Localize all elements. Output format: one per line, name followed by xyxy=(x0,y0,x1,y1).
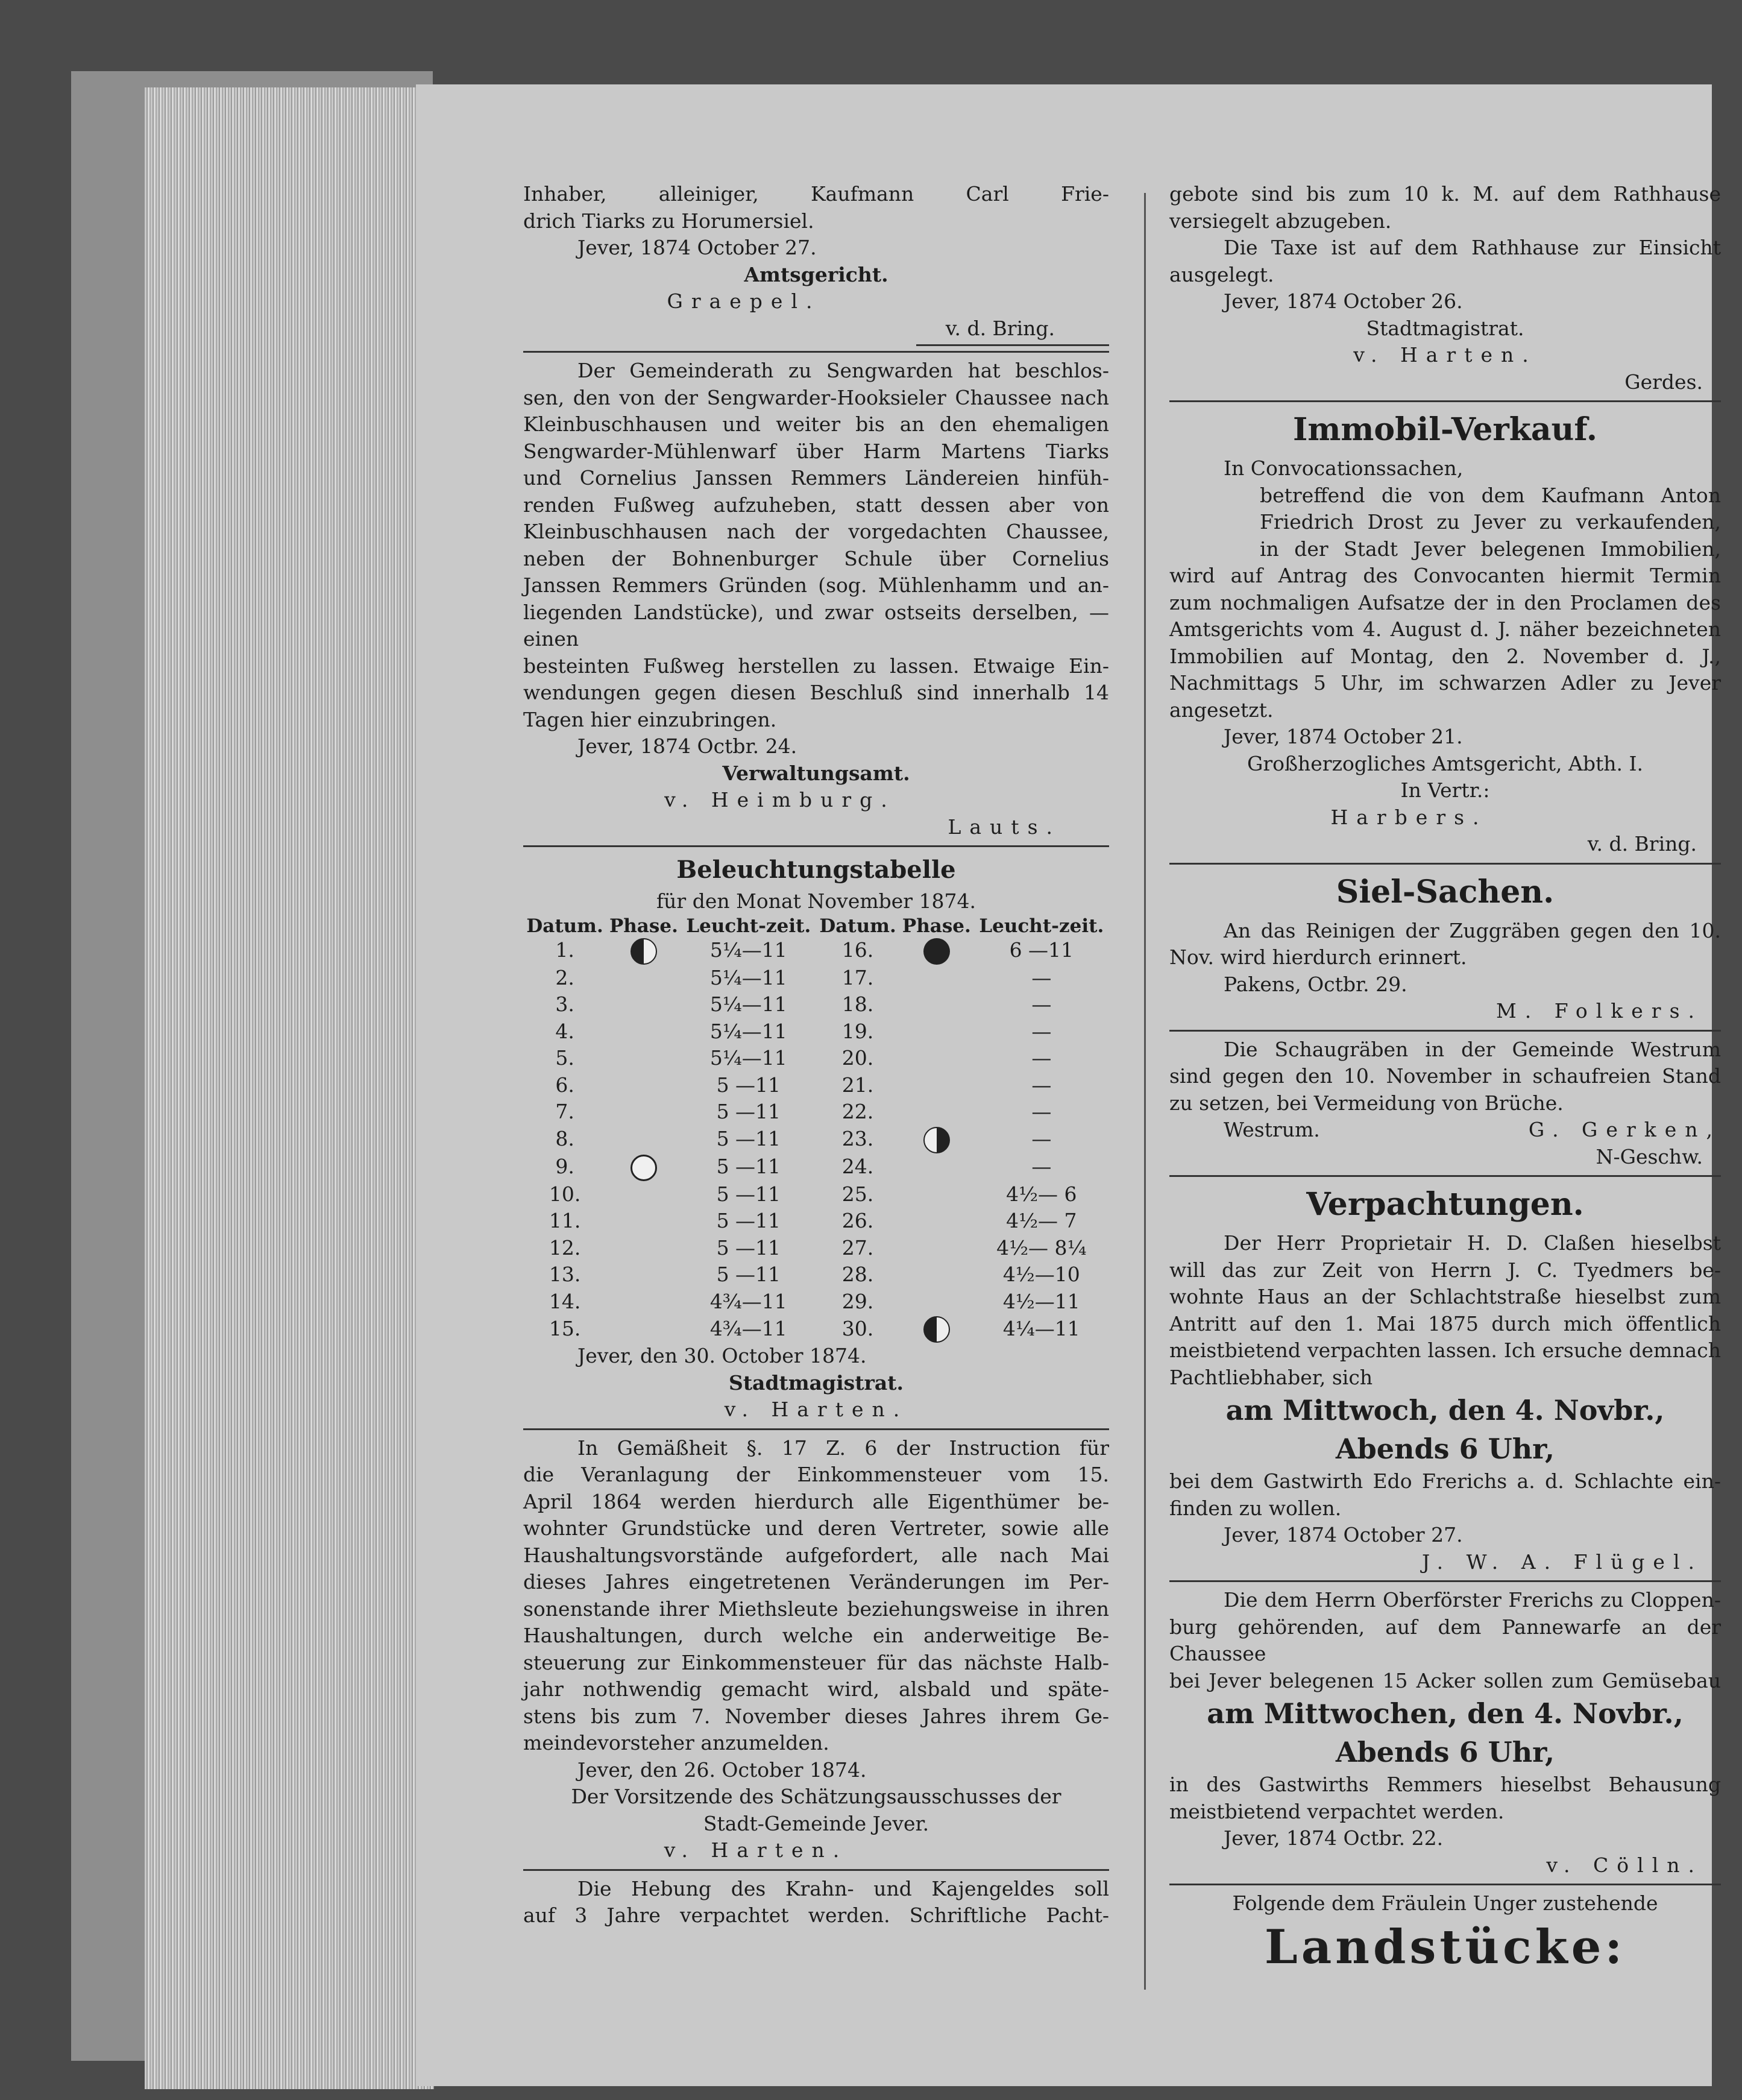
text-line: Stadt-Gemeinde Jever. xyxy=(703,1811,929,1835)
phase-cell xyxy=(606,1018,681,1045)
date-cell: 19. xyxy=(841,1019,874,1043)
text-line: Die Schaugräben in der Gemeinde Westrum xyxy=(1224,1037,1721,1061)
phase-cell xyxy=(606,1045,681,1072)
time-cell: — xyxy=(1031,965,1052,989)
header-datum: Datum. xyxy=(819,915,896,937)
time-cell: — xyxy=(1031,1046,1052,1070)
date-cell: 16. xyxy=(841,938,874,962)
notice-gemuesebau xyxy=(1169,1587,1721,1879)
phase-cell xyxy=(899,1315,974,1343)
time-cell: 4¾—11 xyxy=(709,1316,787,1340)
date-cell: 6. xyxy=(555,1073,574,1097)
notice-krahngeld xyxy=(523,1876,1109,1929)
table-row xyxy=(523,1126,1109,1153)
text-line: April 1864 werden hierdurch alle Eigenthümer be- xyxy=(523,1489,1109,1513)
text-line: und Cornelius Janssen Remmers Ländereien hinfüh- xyxy=(523,466,1109,490)
phase-cell xyxy=(606,1208,681,1235)
time-cell: — xyxy=(1031,1100,1052,1123)
date-cell: 12. xyxy=(549,1235,581,1260)
text-line: zum nochmaligen Aufsatze der in den Proclamen des xyxy=(1169,590,1721,614)
column-divider xyxy=(1144,193,1146,1990)
text-line: wohnte Haus an der Schlachtstraße hieselbst zum xyxy=(1169,1285,1721,1308)
table-row xyxy=(523,937,1109,965)
text-line: gebote sind bis zum 10 k. M. auf dem Rathhause xyxy=(1169,182,1721,206)
phase-cell xyxy=(606,991,681,1018)
date-cell: 10. xyxy=(549,1182,581,1206)
date-cell: 14. xyxy=(549,1289,581,1313)
time-headline: Abends 6 Uhr, xyxy=(1335,1736,1555,1768)
moon-last-icon xyxy=(923,1316,950,1343)
text-line: Jever, 1874 Octbr. 22. xyxy=(1224,1826,1444,1850)
header-phase: Phase. xyxy=(609,915,678,937)
phase-cell xyxy=(899,1072,974,1099)
text-line: Der Gemeinderath zu Sengwarden hat beschlos- xyxy=(577,359,1109,382)
phase-cell xyxy=(899,937,974,965)
phase-cell xyxy=(899,1181,974,1208)
divider xyxy=(1169,863,1721,865)
date-cell: 11. xyxy=(549,1209,581,1232)
divider xyxy=(1169,1884,1721,1885)
text-line: Sengwarder-Mühlenwarf über Harm Martens Tiarks xyxy=(523,439,1109,463)
text-line: Nachmittags 5 Uhr, im schwarzen Adler zu Jever xyxy=(1169,671,1721,695)
page-edges xyxy=(145,87,434,2089)
text-line: finden zu wollen. xyxy=(1169,1496,1342,1520)
text-line: Haushaltungen, durch welche ein anderweitige Be- xyxy=(523,1624,1109,1647)
time-cell: 5 —11 xyxy=(716,1155,781,1179)
text-line: will das zur Zeit von Herrn J. C. Tyedmers be- xyxy=(1169,1258,1721,1282)
text-line: betreffend die von dem Kaufmann Anton xyxy=(1260,483,1721,507)
signature: G. Gerken, xyxy=(1528,1118,1721,1141)
time-cell: 5 —11 xyxy=(716,1235,781,1260)
table-row xyxy=(523,1045,1109,1072)
time-cell: 4½—10 xyxy=(1002,1263,1080,1286)
text-line: wird auf Antrag des Convocanten hiermit Termin xyxy=(1169,564,1721,587)
phase-cell xyxy=(899,991,974,1018)
date-headline: am Mittwochen, den 4. Novbr., xyxy=(1207,1697,1684,1730)
text-line: wendungen gegen diesen Beschluß sind innerhalb 14 xyxy=(523,681,1109,704)
date-cell: 24. xyxy=(841,1155,874,1179)
time-cell: 4½—11 xyxy=(1002,1289,1080,1313)
signature: v. Harten. xyxy=(1353,343,1537,367)
text-line: sen, den von der Sengwarder-Hooksieler Chaussee nach xyxy=(523,385,1109,409)
date-cell: 25. xyxy=(841,1182,874,1206)
text-line: Stadtmagistrat. xyxy=(728,1370,904,1395)
date-cell: 5. xyxy=(555,1046,574,1070)
date-cell: 30. xyxy=(841,1316,874,1340)
date-cell: 13. xyxy=(549,1263,581,1286)
date-cell: 2. xyxy=(555,965,574,989)
divider xyxy=(523,1869,1109,1871)
table-row xyxy=(523,1261,1109,1288)
signature: Gerdes. xyxy=(1624,370,1703,394)
text-line: Haushaltungsvorstände aufgefordert, alle nach Mai xyxy=(523,1543,1109,1567)
text-line: Pakens, Octbr. 29. xyxy=(1224,972,1407,996)
phase-cell xyxy=(899,1153,974,1181)
header-phase: Phase. xyxy=(902,915,971,937)
date-cell: 15. xyxy=(549,1316,581,1340)
time-cell: 4¾—11 xyxy=(709,1289,787,1313)
table-subtitle: für den Monat November 1874. xyxy=(656,889,976,913)
text-line: zu setzen, bei Vermeidung von Brüche. xyxy=(1169,1091,1564,1115)
date-cell: 18. xyxy=(841,992,874,1016)
table-row xyxy=(523,1018,1109,1045)
date-cell: 21. xyxy=(841,1073,874,1097)
header-datum: Datum. xyxy=(526,915,603,937)
text-line: Amtsgerichts vom 4. August d. J. näher bezeichneten xyxy=(1169,617,1721,641)
table-row xyxy=(523,991,1109,1018)
text-line: versiegelt abzugeben. xyxy=(1169,209,1392,233)
notice-siel-sachen xyxy=(1169,869,1721,1171)
section-title: Immobil-Verkauf. xyxy=(1293,411,1597,448)
phase-cell xyxy=(606,937,681,965)
table-row xyxy=(523,1288,1109,1316)
text-line: In Vertr.: xyxy=(1400,778,1490,802)
text-line: bei dem Gastwirth Edo Frerichs a. d. Schlachte ein- xyxy=(1169,1469,1721,1493)
phase-cell xyxy=(899,1045,974,1072)
divider xyxy=(523,845,1109,847)
notice-landstuecke xyxy=(1169,1890,1721,1978)
text-line: Antritt auf den 1. Mai 1875 durch mich öffentlich xyxy=(1169,1311,1721,1335)
signature: v. d. Bring. xyxy=(1587,832,1697,856)
lighting-table xyxy=(523,915,1109,1343)
time-cell: 5¼—11 xyxy=(709,992,787,1016)
phase-cell xyxy=(899,1018,974,1045)
phase-cell xyxy=(899,1208,974,1235)
phase-cell xyxy=(606,1315,681,1343)
table-row xyxy=(523,965,1109,992)
text-line: dieses Jahres eingetretenen Veränderungen im Per- xyxy=(523,1570,1109,1594)
table-header-row xyxy=(523,915,1109,937)
text-line: drich Tiarks zu Horumersiel. xyxy=(523,209,814,233)
text-line: die Veranlagung der Einkommensteuer vom 15. xyxy=(523,1463,1109,1486)
date-cell: 29. xyxy=(841,1289,874,1313)
notice-handelsregister xyxy=(523,181,1109,346)
time-cell: 5 —11 xyxy=(716,1127,781,1151)
text-line: Pachtliebhaber, sich xyxy=(1169,1365,1373,1389)
text-line: steuerung zur Einkommensteuer für das nächste Halb- xyxy=(523,1650,1109,1674)
text-line: in des Gastwirths Remmers hieselbst Behausung xyxy=(1169,1773,1721,1796)
text-line: Amtsgericht. xyxy=(744,262,888,286)
moon-first-icon xyxy=(923,1127,950,1153)
text-line: burg gehörenden, auf dem Pannewarfe an der Chaussee xyxy=(1169,1615,1721,1665)
divider xyxy=(1169,1175,1721,1177)
text-line: Immobilien auf Montag, den 2. November d. J., xyxy=(1169,644,1721,668)
text-line: sonenstande ihrer Miethsleute beziehungsweise in ihren xyxy=(523,1597,1109,1621)
text-line: liegenden Landstücke), und zwar ostseits derselben, — einen xyxy=(523,600,1109,651)
time-cell: 5¼—11 xyxy=(709,938,787,962)
phase-cell xyxy=(606,1072,681,1099)
right-column xyxy=(1169,181,1721,1978)
text-line: Jever, 1874 October 27. xyxy=(1224,1523,1463,1547)
table-body xyxy=(523,937,1109,1343)
time-cell: — xyxy=(1031,992,1052,1016)
text-line: In Gemäßheit §. 17 Z. 6 der Instruction für xyxy=(577,1436,1109,1460)
notice-immobil-verkauf xyxy=(1169,407,1721,858)
text-line: Folgende dem Fräulein Unger zustehende xyxy=(1232,1891,1658,1915)
section-title: Siel-Sachen. xyxy=(1336,873,1555,910)
signature: v. Harten. xyxy=(724,1398,908,1421)
time-cell: 4¼—11 xyxy=(1002,1316,1080,1340)
date-cell: 7. xyxy=(555,1100,574,1123)
time-cell: — xyxy=(1031,1127,1052,1151)
date-cell: 28. xyxy=(841,1263,874,1286)
date-cell: 27. xyxy=(841,1235,874,1260)
signature: Lauts. xyxy=(948,815,1061,839)
time-cell: 5¼—11 xyxy=(709,965,787,989)
text-line: Kleinbuschhausen und weiter bis an den ehemaligen xyxy=(523,412,1109,436)
header-leuchtzeit: Leucht-zeit. xyxy=(686,915,811,937)
text-line: Janssen Remmers Gründen (sog. Mühlenhamm und an- xyxy=(523,573,1109,597)
text-line: meindevorsteher anzumelden. xyxy=(523,1731,829,1755)
phase-cell xyxy=(606,1288,681,1316)
text-line: Jever, 1874 October 26. xyxy=(1224,289,1463,313)
phase-cell xyxy=(899,965,974,992)
moon-last-icon xyxy=(630,938,657,965)
text-line: sind gegen den 10. November in schaufreien Stand xyxy=(1169,1064,1721,1088)
date-cell: 8. xyxy=(555,1127,574,1151)
text-line: angesetzt. xyxy=(1169,698,1274,722)
table-row xyxy=(523,1072,1109,1099)
signature: Harbers. xyxy=(1330,805,1488,829)
text-line: Nov. wird hierdurch erinnert. xyxy=(1169,945,1467,969)
text-line: Kleinbuschhausen nach der vorgedachten Chaussee, xyxy=(523,520,1109,543)
time-cell: 5 —11 xyxy=(716,1182,781,1206)
text-line: renden Fußweg aufzuheben, statt dessen aber von xyxy=(523,493,1109,517)
text-line: Die Hebung des Krahn- und Kajengeldes soll xyxy=(577,1876,1109,1900)
signature: v. Heimburg. xyxy=(664,788,896,812)
time-cell: 4½— 7 xyxy=(1006,1209,1077,1232)
date-cell: 9. xyxy=(555,1155,574,1179)
text-line: Stadtmagistrat. xyxy=(1366,316,1524,340)
date-cell: 23. xyxy=(841,1127,874,1151)
text-line: Jever, 1874 October 21. xyxy=(1224,725,1463,748)
signature: Graepel. xyxy=(667,289,821,313)
text-line: Tagen hier einzubringen. xyxy=(523,707,777,731)
text-line: auf 3 Jahre verpachtet werden. Schriftliche Pacht- xyxy=(523,1903,1109,1927)
time-cell: 4½— 8¼ xyxy=(996,1235,1087,1260)
time-cell: — xyxy=(1031,1073,1052,1097)
table-row xyxy=(523,1208,1109,1235)
divider xyxy=(1169,1030,1721,1032)
date-cell: 3. xyxy=(555,992,574,1016)
left-column xyxy=(523,181,1109,1929)
text-line: meistbietend verpachten lassen. Ich ersuche demnach xyxy=(1169,1339,1721,1362)
signature: M. Folkers. xyxy=(1495,999,1703,1023)
text-line: Verwaltungsamt. xyxy=(722,761,910,785)
lighting-table-section xyxy=(523,852,1109,1424)
time-cell: 5¼—11 xyxy=(709,1046,787,1070)
phase-cell xyxy=(606,1235,681,1262)
header-leuchtzeit: Leucht-zeit. xyxy=(979,915,1104,937)
signature: v. d. Bring. xyxy=(945,316,1055,340)
text-line: ausgelegt. xyxy=(1169,262,1274,286)
section-title: Verpachtungen. xyxy=(1306,1186,1584,1223)
date-headline: am Mittwoch, den 4. Novbr., xyxy=(1225,1394,1665,1427)
phase-cell xyxy=(606,1153,681,1181)
phase-cell xyxy=(899,1126,974,1153)
text-line: wohnter Grundstücke und deren Vertreter, sowie alle xyxy=(523,1516,1109,1540)
text-line: in der Stadt Jever belegenen Immobilien, xyxy=(1260,537,1721,561)
divider xyxy=(1169,400,1721,402)
signature: N-Geschw. xyxy=(1596,1144,1703,1168)
time-cell: 5 —11 xyxy=(716,1209,781,1232)
text-line: Der Vorsitzende des Schätzungsausschusses der xyxy=(571,1785,1061,1808)
divider xyxy=(523,351,1109,353)
notice-einkommensteuer xyxy=(523,1435,1109,1864)
signature: v. Harten. xyxy=(664,1838,848,1862)
phase-cell xyxy=(606,1261,681,1288)
text-line: Jever, 1874 Octbr. 24. xyxy=(577,734,797,758)
section-title: Landstücke: xyxy=(1264,1919,1626,1975)
text-line: neben der Bohnenburger Schule über Cornelius xyxy=(523,546,1109,570)
text-line: Die Taxe ist auf dem Rathhause zur Einsicht xyxy=(1224,236,1721,259)
rule xyxy=(916,344,1109,346)
text-line: Großherzogliches Amtsgericht, Abth. I. xyxy=(1247,751,1644,775)
signature: v. Cölln. xyxy=(1546,1853,1703,1877)
phase-cell xyxy=(606,1099,681,1126)
time-headline: Abends 6 Uhr, xyxy=(1335,1433,1555,1465)
date-cell: 26. xyxy=(841,1209,874,1232)
table-row xyxy=(523,1153,1109,1181)
phase-cell xyxy=(606,965,681,992)
date-cell: 1. xyxy=(555,938,574,962)
text-line: In Convocationssachen, xyxy=(1224,456,1464,480)
text-line: Jever, den 26. October 1874. xyxy=(577,1758,867,1782)
text-line: besteinten Fußweg herstellen zu lassen. Etwaige Ein- xyxy=(523,654,1109,678)
time-cell: 6 —11 xyxy=(1009,938,1074,962)
phase-cell xyxy=(899,1099,974,1126)
phase-cell xyxy=(899,1261,974,1288)
time-cell: 4½— 6 xyxy=(1006,1182,1077,1206)
notice-verpachtungen xyxy=(1169,1182,1721,1575)
divider xyxy=(1169,1580,1721,1582)
time-cell: 5¼—11 xyxy=(709,1019,787,1043)
moon-full-icon xyxy=(630,1155,657,1181)
table-row xyxy=(523,1099,1109,1126)
notice-gemeinderath xyxy=(523,358,1109,840)
phase-cell xyxy=(606,1181,681,1208)
date-cell: 17. xyxy=(841,965,874,989)
phase-cell xyxy=(606,1126,681,1153)
moon-new-icon xyxy=(923,938,950,965)
time-cell: — xyxy=(1031,1019,1052,1043)
table-title: Beleuchtungstabelle xyxy=(676,856,956,884)
table-row xyxy=(523,1235,1109,1262)
text-line: Westrum. xyxy=(1224,1118,1320,1141)
text-line: Der Herr Proprietair H. D. Claßen hieselbst xyxy=(1224,1231,1721,1255)
text-line: stens bis zum 7. November dieses Jahres ihrem Ge- xyxy=(523,1704,1109,1728)
text-line: Friedrich Drost zu Jever zu verkaufenden, xyxy=(1260,510,1721,534)
time-cell: — xyxy=(1031,1155,1052,1179)
signature: J. W. A. Flügel. xyxy=(1422,1550,1703,1574)
time-cell: 5 —11 xyxy=(716,1073,781,1097)
text-line: Inhaber, alleiniger, Kaufmann Carl Frie- xyxy=(523,182,1109,206)
text-line: jahr nothwendig gemacht wird, alsbald und späte- xyxy=(523,1677,1109,1701)
table-row xyxy=(523,1181,1109,1208)
divider xyxy=(523,1428,1109,1430)
text-line: Jever, den 30. October 1874. xyxy=(577,1344,867,1367)
notice-pachtgebote xyxy=(1169,181,1721,396)
date-cell: 4. xyxy=(555,1019,574,1043)
text-line: bei Jever belegenen 15 Acker sollen zum Gemüsebau xyxy=(1169,1668,1721,1692)
phase-cell xyxy=(899,1235,974,1262)
date-cell: 20. xyxy=(841,1046,874,1070)
text-line: An das Reinigen der Zuggräben gegen den 10. xyxy=(1224,918,1721,942)
time-cell: 5 —11 xyxy=(716,1100,781,1123)
phase-cell xyxy=(899,1288,974,1316)
text-line: Die dem Herrn Oberförster Frerichs zu Cloppen- xyxy=(1224,1588,1721,1612)
date-cell: 22. xyxy=(841,1100,874,1123)
time-cell: 5 —11 xyxy=(716,1263,781,1286)
text-line: Jever, 1874 October 27. xyxy=(577,236,817,259)
table-row xyxy=(523,1315,1109,1343)
text-line: meistbietend verpachtet werden. xyxy=(1169,1799,1505,1823)
